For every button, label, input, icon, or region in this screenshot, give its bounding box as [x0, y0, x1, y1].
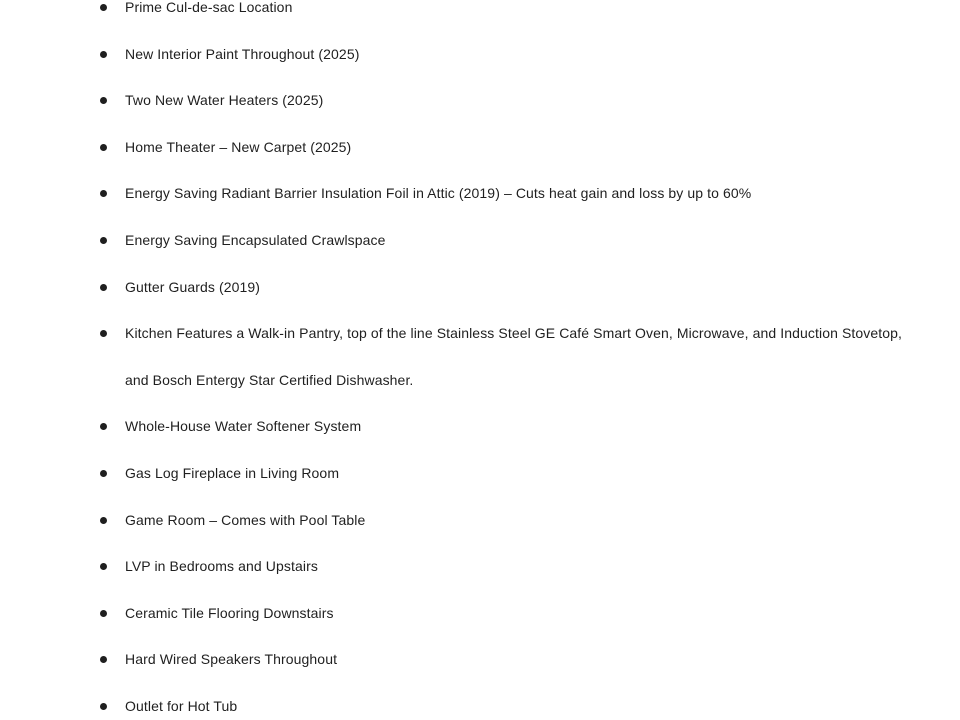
- list-item: [0, 450, 960, 497]
- list-item: [0, 124, 960, 171]
- list-item-text: Ceramic Tile Flooring Downstairs: [125, 604, 334, 621]
- list-item-text: LVP in Bedrooms and Upstairs: [125, 558, 318, 575]
- list-item-text: Gutter Guards (2019): [125, 278, 261, 295]
- list-item-text: Gas Log Fireplace in Living Room: [125, 464, 340, 481]
- list-item: [0, 0, 960, 31]
- list-item: [0, 264, 960, 311]
- list-item: [0, 77, 960, 124]
- list-item-text: Energy Saving Encapsulated Crawlspace: [125, 231, 386, 248]
- list-item-text: Outlet for Hot Tub: [125, 697, 238, 714]
- list-item-text: Whole-House Water Softener System: [125, 418, 362, 435]
- bullet-icon: [100, 97, 107, 104]
- bullet-icon: [100, 517, 107, 524]
- list-item-text: Game Room – Comes with Pool Table: [125, 511, 366, 528]
- bullet-icon: [100, 703, 107, 710]
- list-item: [0, 636, 960, 683]
- list-item-text: Kitchen Features a Walk-in Pantry, top of the line Stainless Steel GE Café Smart Oven, Microwave, and Induction Stovetop, and Bosch Entergy Star Certified Dishwasher.: [125, 325, 903, 388]
- bullet-icon: [100, 237, 107, 244]
- list-item: [0, 217, 960, 264]
- bullet-icon: [100, 610, 107, 617]
- bullet-icon: [100, 4, 107, 11]
- list-item: [0, 310, 960, 403]
- list-item: [0, 403, 960, 450]
- list-item: [0, 543, 960, 590]
- bullet-icon: [100, 51, 107, 58]
- list-item: [0, 497, 960, 544]
- list-item-text: New Interior Paint Throughout (2025): [125, 45, 360, 62]
- bullet-icon: [100, 330, 107, 337]
- bullet-icon: [100, 190, 107, 197]
- list-item: [0, 590, 960, 637]
- bullet-icon: [100, 656, 107, 663]
- list-item: [0, 170, 960, 217]
- bullet-icon: [100, 284, 107, 291]
- list-item-text: Two New Water Heaters (2025): [125, 92, 324, 109]
- bullet-icon: [100, 470, 107, 477]
- list-item: [0, 31, 960, 78]
- list-item-text: Home Theater – New Carpet (2025): [125, 138, 352, 155]
- list-item-text: Hard Wired Speakers Throughout: [125, 651, 338, 668]
- bullet-icon: [100, 144, 107, 151]
- list-item: [0, 683, 960, 720]
- bullet-icon: [100, 423, 107, 430]
- list-item-text: Energy Saving Radiant Barrier Insulation Foil in Attic (2019) – Cuts heat gain and loss by up to 60%: [125, 185, 752, 202]
- list-item-text: Prime Cul-de-sac Location: [125, 0, 293, 15]
- bullet-icon: [100, 563, 107, 570]
